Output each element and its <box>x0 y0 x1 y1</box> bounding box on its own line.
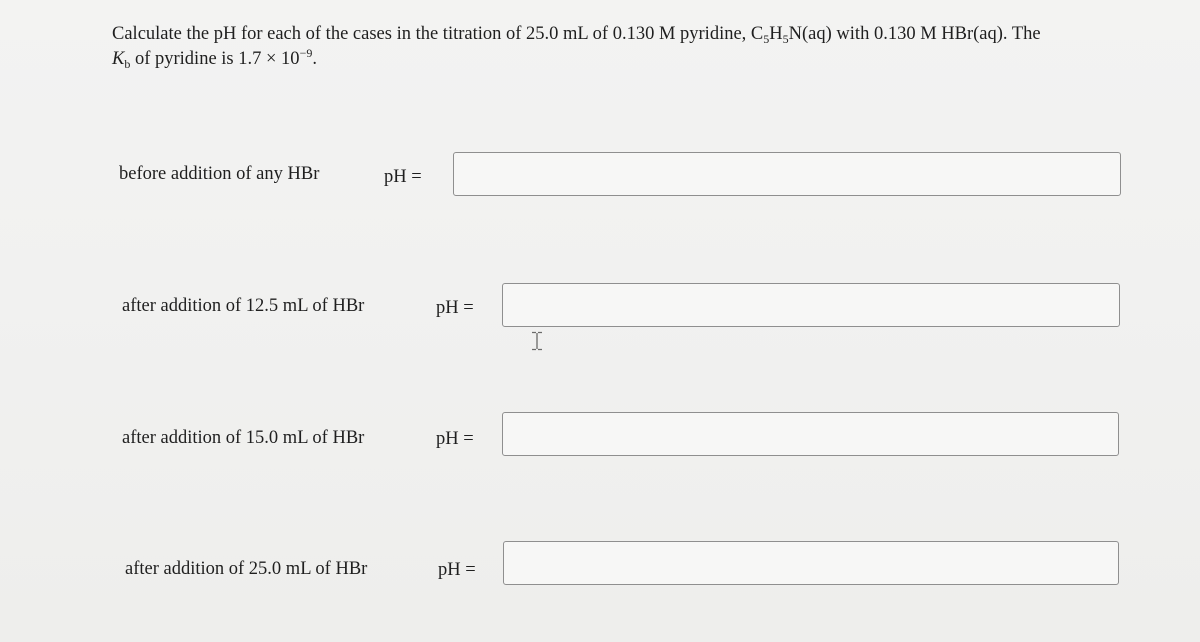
question-line-2 <box>112 47 1152 72</box>
superscript: −9 <box>299 46 313 60</box>
row-label-15-0-ml: after addition of 15.0 mL of HBr <box>122 428 365 448</box>
subscript: 5 <box>763 32 770 46</box>
question-text-part: . <box>312 49 317 69</box>
kb-symbol: K <box>112 49 125 69</box>
ph-input-12-5-ml[interactable] <box>502 283 1120 327</box>
ph-input-15-0-ml[interactable] <box>502 412 1119 456</box>
question-text-part: of pyridine is 1.7 × 10 <box>130 49 300 69</box>
ph-label: pH = <box>384 167 422 187</box>
subscript: 5 <box>782 32 789 46</box>
ph-label: pH = <box>438 560 476 580</box>
row-label-25-0-ml: after addition of 25.0 mL of HBr <box>125 559 368 579</box>
ph-input-before-hbr[interactable] <box>453 152 1121 196</box>
question-line-1 <box>112 22 1152 47</box>
question-text-part: Calculate the pH for each of the cases in the titration of 25.0 mL of 0.130 M pyridine, C <box>112 24 764 44</box>
question-text-part: H <box>769 24 783 44</box>
subscript: b <box>124 57 131 71</box>
row-label-before-hbr: before addition of any HBr <box>119 164 320 184</box>
ph-label: pH = <box>436 429 474 449</box>
question-text <box>112 22 1152 72</box>
ph-label: pH = <box>436 298 474 318</box>
question-text-part: N(aq) with 0.130 M HBr(aq). The <box>788 24 1041 44</box>
text-cursor-icon <box>530 331 544 351</box>
row-label-12-5-ml: after addition of 12.5 mL of HBr <box>122 296 365 316</box>
ph-input-25-0-ml[interactable] <box>503 541 1119 585</box>
